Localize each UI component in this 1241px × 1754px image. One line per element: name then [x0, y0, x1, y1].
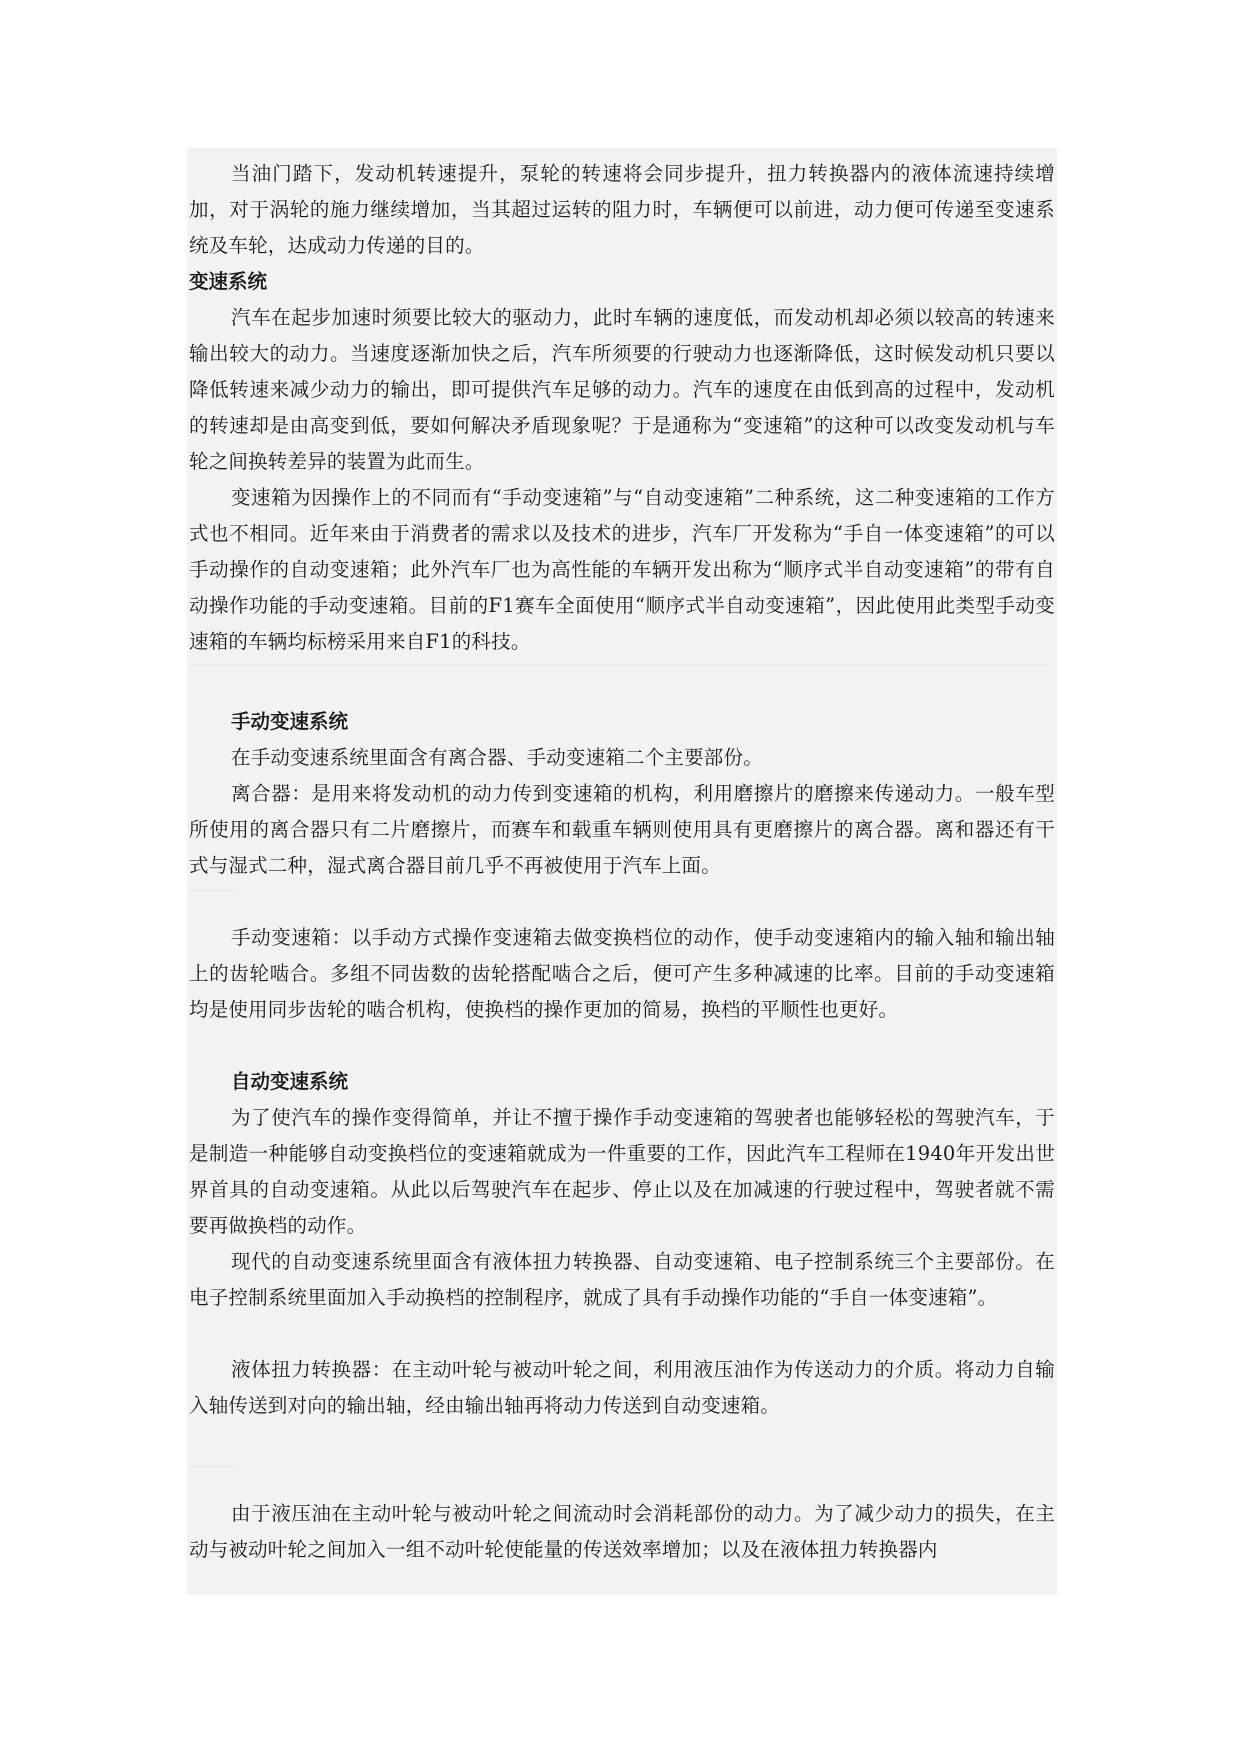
paragraph-automatic-history: 为了使汽车的操作变得简单，并让不擅于操作手动变速箱的驾驶者也能够轻松的驾驶汽车，于是制造一种能够自动变换档位的变速箱就成为一件重要的工作，因此汽车工程师在1940年开发出世界首具的自动变速箱。从此以后驾驶汽车在起步、停止以及在加减速的行驶过程中，驾驶者就不需要再做换档的动作。 [189, 1106, 1055, 1237]
heading-manual-transmission: 手动变速系统 [231, 710, 349, 733]
paragraph-power-loss: 由于液压油在主动叶轮与被动叶轮之间流动时会消耗部份的动力。为了减少动力的损失，在主动与被动叶轮之间加入一组不动叶轮使能量的传送效率增加；以及在液体扭力转换器内 [189, 1502, 1055, 1561]
divider [189, 1466, 239, 1467]
heading-automatic-transmission: 自动变速系统 [231, 1070, 349, 1093]
paragraph-manual-components: 在手动变速系统里面含有离合器、手动变速箱二个主要部份。 [231, 746, 763, 769]
heading-transmission-system: 变速系统 [189, 270, 268, 293]
paragraph-torque-converter-flow: 当油门踏下，发动机转速提升，泵轮的转速将会同步提升，扭力转换器内的液体流速持续增加，对于涡轮的施力继续增加，当其超过运转的阻力时，车辆便可以前进，动力便可传递至变速系统及车轮，达成动力传递的目的。 [189, 162, 1055, 257]
paragraph-manual-gearbox: 手动变速箱：以手动方式操作变速箱去做变换档位的动作，使手动变速箱内的输入轴和输出轴上的齿轮啮合。多组不同齿数的齿轮搭配啮合之后，便可产生多种减速的比率。目前的手动变速箱均是使用同步齿轮的啮合机构，使换档的操作更加的简易，换档的平顺性也更好。 [189, 926, 1055, 1021]
paragraph-automatic-components: 现代的自动变速系统里面含有液体扭力转换器、自动变速箱、电子控制系统三个主要部份。在电子控制系统里面加入手动换档的控制程序，就成了具有手动操作功能的“手自一体变速箱”。 [189, 1250, 1055, 1309]
paragraph-fluid-torque-converter: 液体扭力转换器：在主动叶轮与被动叶轮之间，利用液压油作为传送动力的介质。将动力自输入轴传送到对向的输出轴，经由输出轴再将动力传送到自动变速箱。 [189, 1358, 1055, 1417]
paragraph-clutch: 离合器：是用来将发动机的动力传到变速箱的机构，利用磨擦片的磨擦来传递动力。一般车型所使用的离合器只有二片磨擦片，而赛车和载重车辆则使用具有更磨擦片的离合器。离和器还有干式与湿式二种，湿式离合器目前几乎不再被使用于汽车上面。 [189, 782, 1055, 877]
paragraph-transmission-purpose: 汽车在起步加速时须要比较大的驱动力，此时车辆的速度低，而发动机却必须以较高的转速来输出较大的动力。当速度逐渐加快之后，汽车所须要的行驶动力也逐渐降低，这时候发动机只要以降低转速来减少动力的输出，即可提供汽车足够的动力。汽车的速度在由低到高的过程中，发动机的转速却是由高变到低，要如何解决矛盾现象呢？于是通称为“变速箱”的这种可以改变发动机与车轮之间换转差异的装置为此而生。 [189, 306, 1055, 473]
paragraph-transmission-types: 变速箱为因操作上的不同而有“手动变速箱”与“自动变速箱”二种系统，这二种变速箱的工作方式也不相同。近年来由于消费者的需求以及技术的进步，汽车厂开发称为“手自一体变速箱”的可以手动操作的自动变速箱；此外汽车厂也为高性能的车辆开发出称为“顺序式半自动变速箱”的带有自动操作功能的手动变速箱。目前的F1赛车全面使用“顺序式半自动变速箱”，因此使用此类型手动变速箱的车辆均标榜采用来自F1的科技。 [189, 486, 1055, 653]
divider [189, 890, 239, 891]
divider [189, 664, 1049, 665]
